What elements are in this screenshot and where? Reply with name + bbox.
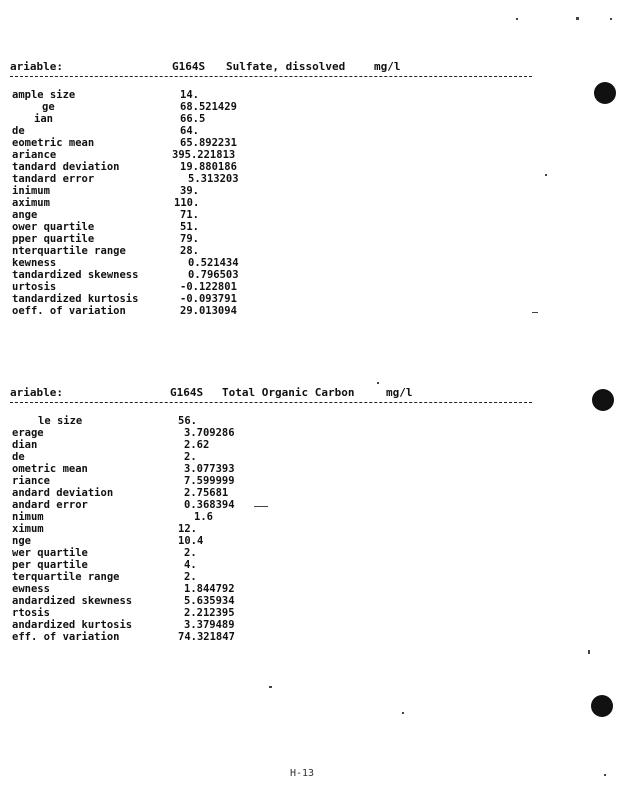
stat-row: [0, 523, 560, 535]
stat-row: [0, 511, 560, 523]
stat-label: wer quartile: [12, 547, 88, 559]
stat-row: [0, 535, 560, 547]
stat-label: inimum: [12, 185, 50, 197]
stat-row: [0, 101, 560, 113]
stat-row: [0, 305, 560, 317]
stat-value: 2.: [184, 571, 197, 583]
stat-value: 10.4: [178, 535, 204, 547]
stat-row: [0, 161, 560, 173]
stats-section-toc: [0, 386, 560, 643]
stat-value: 14.: [180, 89, 199, 101]
stat-value: 39.: [180, 185, 199, 197]
stat-label: tandard error: [12, 173, 95, 185]
station-code: G164S: [170, 386, 204, 399]
stat-label: nge: [12, 535, 31, 547]
stat-label: kewness: [12, 257, 57, 269]
scan-speck: [604, 774, 606, 776]
stat-row: [0, 89, 560, 101]
unit: mg/l: [386, 386, 413, 399]
stat-label: erage: [12, 427, 44, 439]
scan-speck: [532, 312, 538, 313]
stat-row: [0, 113, 560, 125]
scan-speck: [269, 686, 272, 688]
stat-row: [0, 499, 560, 511]
stat-row: [0, 559, 560, 571]
stat-label: terquartile range: [12, 571, 120, 583]
stat-label: andardized kurtosis: [12, 619, 133, 631]
scan-speck: [576, 17, 579, 20]
stat-value: 64.: [180, 125, 199, 137]
stat-label: ximum: [12, 523, 44, 535]
stat-value: 74.321847: [178, 631, 235, 643]
stat-label: de: [12, 125, 25, 137]
stat-label: ewness: [12, 583, 50, 595]
stat-label: ometric mean: [12, 463, 88, 475]
stat-label: riance: [12, 475, 50, 487]
stat-value: 12.: [178, 523, 197, 535]
stat-row: [0, 547, 560, 559]
stat-value: 19.880186: [180, 161, 237, 173]
stat-label: dian: [12, 439, 38, 451]
stat-row: [0, 125, 560, 137]
stat-value: 3.077393: [184, 463, 235, 475]
stat-value: 0.521434: [188, 257, 239, 269]
parameter-name: Sulfate, dissolved: [226, 60, 346, 73]
stat-row: [0, 415, 560, 427]
stat-label: ariance: [12, 149, 57, 161]
stat-label: andardized skewness: [12, 595, 133, 607]
stat-label: ample size: [12, 89, 76, 101]
stat-value: 68.521429: [180, 101, 237, 113]
stat-row: [0, 185, 560, 197]
scan-speck: [254, 506, 268, 507]
stat-value: 1.6: [194, 511, 213, 523]
stat-row: [0, 475, 560, 487]
punch-hole: [594, 82, 616, 104]
stat-value: 0.796503: [188, 269, 239, 281]
stat-row: [0, 631, 560, 643]
stat-label: nimum: [12, 511, 44, 523]
stat-value: 7.599999: [184, 475, 235, 487]
scan-speck: [377, 382, 379, 384]
stat-label: eometric mean: [12, 137, 95, 149]
page-number-text: H-13: [290, 768, 315, 779]
stat-row: [0, 619, 560, 631]
station-code: G164S: [172, 60, 206, 73]
stat-label: ange: [12, 209, 38, 221]
variable-label: ariable:: [10, 386, 63, 399]
stat-label: tandardized skewness: [12, 269, 139, 281]
stat-label: rtosis: [12, 607, 50, 619]
stat-row: [0, 209, 560, 221]
stat-row: [0, 197, 560, 209]
stat-row: [0, 149, 560, 161]
stat-label: de: [12, 451, 25, 463]
stats-section-sulfate: [0, 60, 560, 317]
stat-label: nterquartile range: [12, 245, 126, 257]
stats-rows: [0, 89, 560, 317]
stat-value: 2.: [184, 547, 197, 559]
stat-value: -0.122801: [180, 281, 237, 293]
section-header: [0, 60, 560, 76]
punch-hole: [592, 389, 614, 411]
scan-speck: [516, 18, 518, 20]
stat-value: 66.5: [180, 113, 206, 125]
stat-row: [0, 607, 560, 619]
stat-row: [0, 595, 560, 607]
stat-row: [0, 571, 560, 583]
stat-label: pper quartile: [12, 233, 95, 245]
stat-label: le size: [38, 415, 83, 427]
stat-value: 51.: [180, 221, 199, 233]
stat-value: 3.709286: [184, 427, 235, 439]
stat-row: [0, 293, 560, 305]
stat-value: 2.75681: [184, 487, 229, 499]
stat-row: [0, 451, 560, 463]
stat-label: urtosis: [12, 281, 57, 293]
stat-value: 65.892231: [180, 137, 237, 149]
scan-speck: [545, 174, 547, 176]
stat-row: [0, 583, 560, 595]
stat-label: andard deviation: [12, 487, 114, 499]
stat-label: aximum: [12, 197, 50, 209]
stat-label: ower quartile: [12, 221, 95, 233]
stat-row: [0, 257, 560, 269]
section-header: [0, 386, 560, 402]
stat-row: [0, 427, 560, 439]
stat-row: [0, 137, 560, 149]
stat-row: [0, 487, 560, 499]
stat-label: ge: [42, 101, 55, 113]
stat-label: eff. of variation: [12, 631, 120, 643]
stat-row: [0, 439, 560, 451]
scan-speck: [588, 650, 590, 654]
stat-value: 395.221813: [172, 149, 236, 161]
stat-value: 29.013094: [180, 305, 237, 317]
scan-speck: [610, 18, 612, 20]
stat-row: [0, 245, 560, 257]
stat-row: [0, 173, 560, 185]
page-number: [290, 768, 314, 779]
unit: mg/l: [374, 60, 401, 73]
stat-value: 2.62: [184, 439, 210, 451]
stat-label: ian: [34, 113, 53, 125]
stat-value: 79.: [180, 233, 199, 245]
stat-row: [0, 269, 560, 281]
parameter-name: Total Organic Carbon: [222, 386, 355, 399]
stat-value: 5.313203: [188, 173, 239, 185]
stat-value: 0.368394: [184, 499, 235, 511]
stat-label: andard error: [12, 499, 88, 511]
stat-label: oeff. of variation: [12, 305, 126, 317]
header-divider: [10, 76, 532, 77]
stat-value: 1.844792: [184, 583, 235, 595]
header-divider: [10, 402, 532, 403]
stat-row: [0, 281, 560, 293]
stat-value: 2.212395: [184, 607, 235, 619]
stat-value: 2.: [184, 451, 197, 463]
stat-value: 4.: [184, 559, 197, 571]
stat-value: -0.093791: [180, 293, 237, 305]
scan-speck: [402, 712, 404, 714]
stats-rows: [0, 415, 560, 643]
punch-hole: [591, 695, 613, 717]
stat-label: tandard deviation: [12, 161, 120, 173]
stat-label: per quartile: [12, 559, 88, 571]
stat-value: 56.: [178, 415, 197, 427]
stat-row: [0, 233, 560, 245]
stat-value: 5.635934: [184, 595, 235, 607]
stat-row: [0, 221, 560, 233]
variable-label: ariable:: [10, 60, 63, 73]
stat-label: tandardized kurtosis: [12, 293, 139, 305]
stat-value: 28.: [180, 245, 199, 257]
stat-value: 71.: [180, 209, 199, 221]
stat-row: [0, 463, 560, 475]
stat-value: 3.379489: [184, 619, 235, 631]
stat-value: 110.: [174, 197, 200, 209]
